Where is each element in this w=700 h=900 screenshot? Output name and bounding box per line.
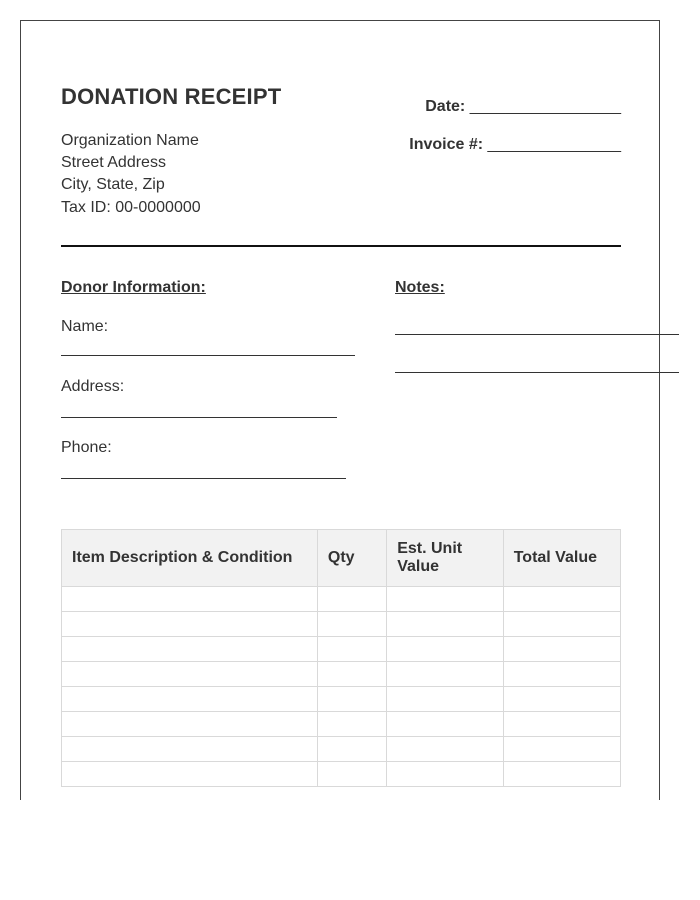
table-cell[interactable] [317,762,386,787]
table-row [62,737,621,762]
table-cell[interactable] [62,762,318,787]
notes-line-2[interactable] [395,372,679,373]
donor-phone-label: Phone: [61,439,112,456]
header-est-unit-value: Est. Unit Value [387,530,504,587]
items-table-header-row [62,530,621,587]
organization-city-state-zip: City, State, Zip [61,176,165,193]
table-cell[interactable] [317,612,386,637]
donor-name-field[interactable] [61,355,355,356]
table-cell[interactable] [503,612,620,637]
table-cell[interactable] [317,687,386,712]
table-cell[interactable] [317,712,386,737]
table-cell[interactable] [62,712,318,737]
donor-address-field[interactable] [61,417,337,418]
table-cell[interactable] [387,712,504,737]
table-cell[interactable] [387,762,504,787]
table-cell[interactable] [503,687,620,712]
donor-address-label: Address: [61,378,125,395]
table-cell[interactable] [62,587,318,612]
table-row [62,662,621,687]
table-cell[interactable] [317,737,386,762]
table-cell[interactable] [317,587,386,612]
date-field[interactable]: _________________ [469,98,621,115]
table-cell[interactable] [317,662,386,687]
invoice-row [409,136,621,154]
table-row [62,637,621,662]
table-cell[interactable] [62,637,318,662]
table-cell[interactable] [387,737,504,762]
table-cell[interactable] [503,662,620,687]
receipt-title: DONATION RECEIPT [61,84,282,109]
date-row [425,98,621,116]
table-cell[interactable] [503,712,620,737]
header-total-value: Total Value [503,530,620,587]
donor-name-label: Name: [61,318,109,335]
header-item-description: Item Description & Condition [62,530,318,587]
items-table [61,529,621,787]
table-cell[interactable] [503,737,620,762]
table-row [62,587,621,612]
donor-information-heading: Donor Information: [61,279,206,296]
table-cell[interactable] [503,587,620,612]
invoice-label: Invoice #: [409,136,484,153]
table-cell[interactable] [62,612,318,637]
table-row [62,687,621,712]
donor-phone-field[interactable] [61,478,346,479]
table-row [62,762,621,787]
table-cell[interactable] [62,662,318,687]
table-cell[interactable] [387,637,504,662]
table-cell[interactable] [503,637,620,662]
invoice-field[interactable]: _______________ [487,136,621,153]
date-label: Date: [425,98,466,115]
table-cell[interactable] [62,687,318,712]
organization-name: Organization Name [61,132,199,149]
header-divider [61,245,621,247]
table-cell[interactable] [387,587,504,612]
table-cell[interactable] [62,737,318,762]
table-row [62,612,621,637]
notes-line-1[interactable] [395,334,679,335]
table-row [62,712,621,737]
table-cell[interactable] [503,762,620,787]
table-cell[interactable] [387,612,504,637]
notes-heading: Notes: [395,279,445,296]
table-cell[interactable] [317,637,386,662]
header-qty: Qty [317,530,386,587]
organization-street: Street Address [61,154,166,171]
table-cell[interactable] [387,662,504,687]
table-cell[interactable] [387,687,504,712]
organization-tax-id: Tax ID: 00-0000000 [61,199,201,216]
